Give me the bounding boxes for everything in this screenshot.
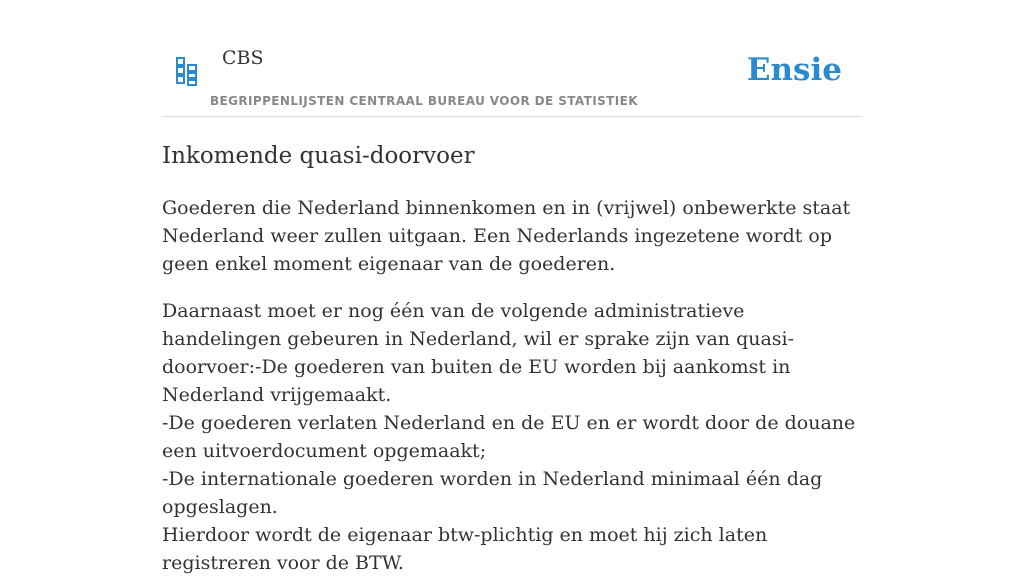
details-conclusion: Hierdoor wordt de eigenaar btw-plichtig en moet hij zich laten registreren voor de BTW. (162, 524, 768, 574)
article (162, 117, 862, 577)
details-item: -De internationale goederen worden in Nederland minimaal één dag opgeslagen. (162, 468, 823, 518)
org-name[interactable]: CBS (222, 47, 264, 69)
cbs-logo-icon[interactable] (176, 56, 198, 88)
header (162, 0, 862, 117)
definition-paragraph: Goederen die Nederland binnenkomen en in (vrijwel) onbewerkte staat Nederland weer zullen uitgaan. Een Nederlands ingezetene wordt op geen enkel moment eigenaar van de goederen. (162, 197, 851, 275)
brand-logo[interactable]: Ensie (746, 52, 842, 88)
org-subtitle[interactable]: BEGRIPPENLIJSTEN CENTRAAL BUREAU VOOR DE STATISTIEK (210, 94, 638, 108)
details-intro: Daarnaast moet er nog één van de volgende administratieve handelingen gebeuren in Nederland, wil er sprake zijn van quasi-doorvoer:-De goederen van buiten de EU worden bij aankomst in Nederland vrijgemaakt. (162, 300, 795, 406)
details-paragraph (162, 297, 862, 577)
page (162, 0, 862, 577)
details-item: -De goederen verlaten Nederland en de EU en er wordt door de douane een uitvoerdocument opgemaakt; (162, 412, 856, 462)
page-title: Inkomende quasi-doorvoer (162, 143, 475, 169)
